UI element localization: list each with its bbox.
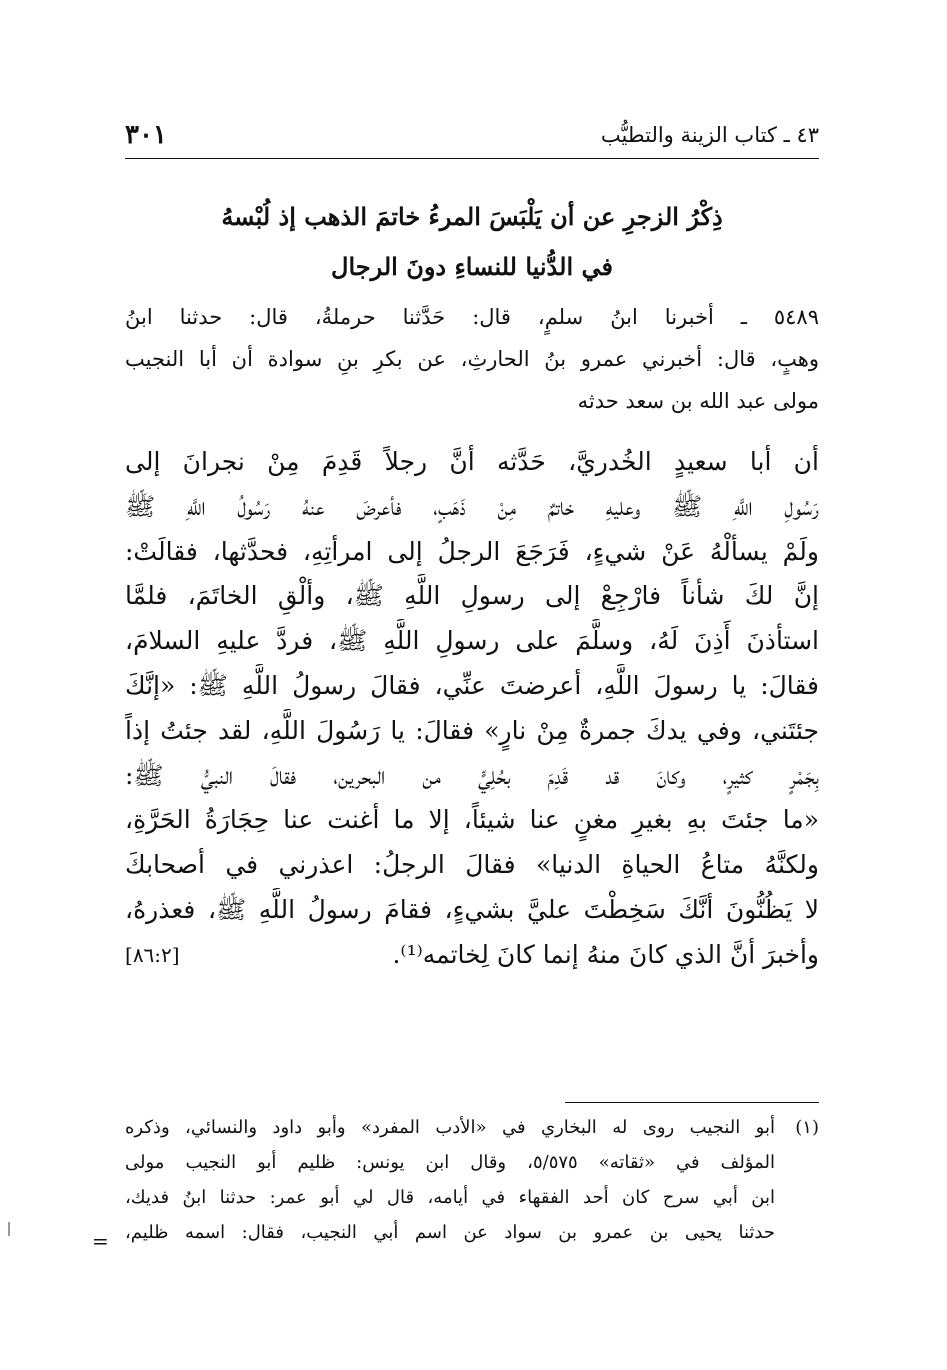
section-heading-line-1: ذِكْرُ الزجرِ عن أن يَلْبَسَ المرءُ خاتمَ الذهب إذ لُبْسهُ	[221, 202, 723, 231]
hadith-line: جئتَني، وفي يدكَ جمرةٌ مِنْ نارٍ» فقالَ: يا رَسُولَ اللَّهِ، لقد جئتُ إذاً	[125, 715, 819, 745]
scan-edge-mark	[8, 1222, 10, 1236]
hadith-line: أن أبا سعيدٍ الخُدريَّ، حَدَّثه أنَّ رجلاً قَدِمَ مِنْ نجرانَ إلى	[125, 447, 819, 476]
hadith-line: لا يَظُنُّونَ أنَّكَ سَخِطْتَ عليَّ بشيءٍ، فقامَ رسولُ اللَّهِ ﷺ، فعذرهُ،	[125, 894, 819, 924]
footnote-line: أبو النجيب روى له البخاري في «الأدب المفرد» وأبو داود والنسائي، وذكره	[125, 1117, 775, 1138]
cross-reference: [٨٦:٢]	[125, 942, 180, 967]
header-divider	[125, 158, 819, 159]
footnote-line: ابن أبي سرح كان أحد الفقهاء في أيامه، قال لي أبو عمر: حدثنا ابنُ فديك،	[125, 1187, 775, 1208]
hadith-line: ولَمْ يسألْهُ عَنْ شيءٍ، فَرَجَعَ الرجلُ إلى امرأتِهِ، فحدَّثها، فقالَتْ:	[125, 536, 819, 566]
hadith-last-line	[125, 933, 819, 978]
footnote-marker: (١)	[795, 1117, 819, 1138]
hadith-line: فقالَ: يا رسولَ اللَّهِ، أعرضتَ عنِّي، فقالَ رسولُ اللَّهِ ﷺ: «إنَّكَ	[125, 670, 819, 700]
running-header	[125, 118, 819, 152]
footnote-line: المؤلف في «ثقاته» ٥/٥٧٥، وقال ابن يونس: ظليم أبو النجيب مولى	[125, 1152, 775, 1173]
hadith-line: استأذنَ أَذِنَ لَهُ، وسلَّمَ على رسولِ اللَّهِ ﷺ، فردَّ عليهِ السلامَ،	[125, 626, 819, 656]
isnad-line: مولى عبد الله بن سعد حدثه	[577, 389, 819, 413]
hadith-text	[125, 440, 819, 978]
page-number: ٣٠١	[125, 120, 167, 150]
hadith-line: إنَّ لكَ شأناً فارْجِعْ إلى رسولِ اللَّهِ ﷺ، وألْقِ الخاتَمَ، فلمَّا	[125, 581, 819, 611]
footnote-divider	[565, 1102, 819, 1103]
hadith-line-final: وأخبرَ أنَّ الذي كانَ منهُ إنما كانَ لِخاتمه⁽¹⁾.	[392, 939, 819, 969]
isnad-line: وهبٍ، قال: أخبرني عمرو بنُ الحارثِ، عن بكرِ بنِ سوادة أن أبا النجيب	[125, 347, 819, 371]
hadith-line: ولكنَّهُ متاعُ الحياةِ الدنيا» فقالَ الرجلُ: اعذرني في أصحابكَ	[125, 850, 819, 880]
isnad-line: ٥٤٨٩ ـ أخبرنا ابنُ سلمٍ، قال: حَدَّثنا حرملةُ، قال: حدثنا ابنُ	[125, 305, 819, 329]
section-heading-line-2: في الدُّنيا للنساءِ دونَ الرجال	[331, 252, 613, 281]
hadith-line: بِجَمْرٍ كثيرٍ، وكانَ قد قَدِمَ بحُلِيٍّ من البحرين، فقالَ النبيُّ ﷺ:	[125, 760, 819, 790]
hadith-line: رَسُولِ اللَّهِ ﷺ وعليهِ خاتمٌ مِنْ ذَهَبٍ، فأعرضَ عنهُ رَسُولُ اللَّهِ ﷺ	[125, 491, 819, 521]
hadith-line: «ما جئتَ بهِ بغيرِ مغنٍ عنا شيئاً، إلا ما أغنت عنا حِجَارَةُ الحَرَّةِ،	[125, 805, 819, 835]
chapter-title: ٤٣ ـ كتاب الزينة والتطيُّب	[600, 123, 819, 147]
section-heading	[125, 192, 819, 292]
continuation-mark: =	[92, 1229, 109, 1253]
isnad-paragraph	[125, 296, 819, 422]
footnotes	[125, 1110, 819, 1250]
footnote-line: حدثنا يحيى بن عمرو بن سواد عن اسم أبي النجيب، فقال: اسمه ظليم،	[125, 1222, 775, 1243]
